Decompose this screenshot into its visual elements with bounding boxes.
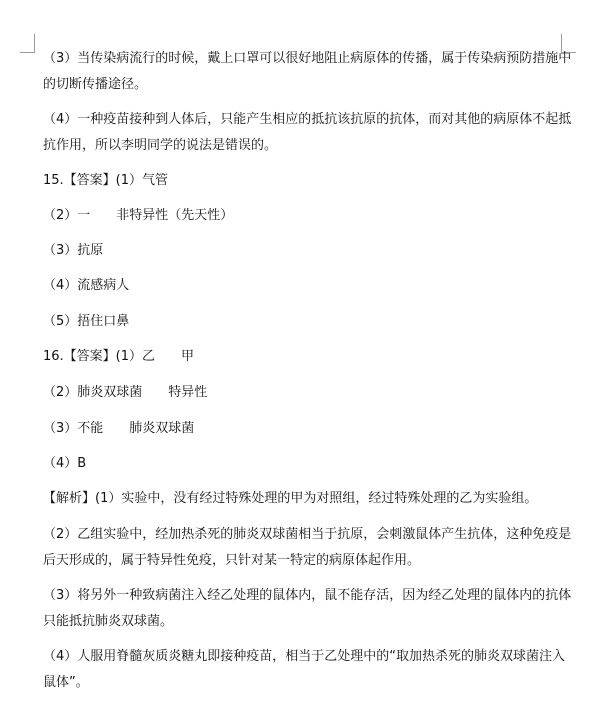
text-line: 鼠体”。 (43, 675, 89, 690)
text-line: （4）人服用脊髓灰质炎糖丸即接种疫苗，相当于乙处理中的“取加热杀死的肺炎双球菌注入 (43, 649, 566, 664)
text-line: （4）B (43, 456, 87, 471)
text-line: （3）当传染病流行的时候，戴上口罩可以很好地阻止病原体的传播，属于传染病预防措施中 (43, 51, 572, 66)
text-line: 后天形成的，属于特异性免疫，只针对某一特定的病原体起作用。 (43, 553, 421, 568)
text-line: （2）乙组实验中，经加热杀死的肺炎双球菌相当于抗原，会刺激鼠体产生抗体，这种免疫是 (43, 527, 572, 542)
text-line: （4）流感病人 (43, 278, 130, 293)
text-line: （4）一种疫苗接种到人体后，只能产生相应的抵抗该抗原的抗体，而对其他的病原体不起抵 (43, 112, 572, 127)
text-line: （3）不能 肺炎双球菌 (43, 421, 195, 436)
text-line: （3）将另外一种致病菌注入经乙处理的鼠体内，鼠不能存活，因为经乙处理的鼠体内的抗体 (43, 588, 572, 603)
text-line: 只能抵抗肺炎双球菌。 (43, 614, 174, 629)
text-line: （2）一 非特异性（先天性） (43, 208, 234, 223)
text-line: 15.【答案】(1）气管 (43, 173, 169, 188)
text-line: （3）抗原 (43, 243, 104, 258)
text-line: （2）肺炎双球菌 特异性 (43, 385, 208, 400)
text-line: 16.【答案】(1）乙 甲 (43, 349, 195, 364)
text-line: 抗作用，所以李明同学的说法是错误的。 (43, 138, 278, 153)
text-line: （5）捂住口鼻 (43, 314, 130, 329)
text-line: 的切断传播途径。 (43, 77, 148, 92)
text-line: 【解析】(1）实验中，没有经过特殊处理的甲为对照组，经过特殊处理的乙为实验组。 (43, 491, 538, 506)
crop-mark-left (20, 34, 35, 53)
